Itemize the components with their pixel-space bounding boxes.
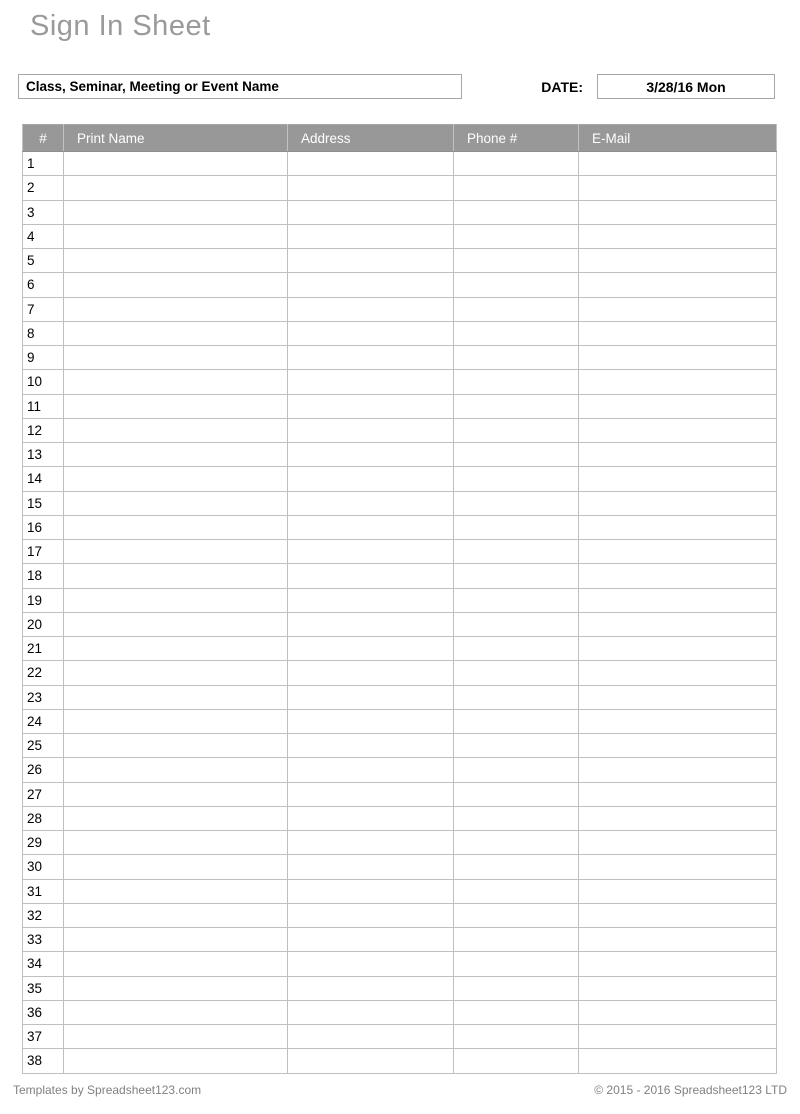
table-row <box>23 564 777 588</box>
address-cell[interactable] <box>288 273 454 297</box>
address-cell[interactable] <box>288 903 454 927</box>
address-cell[interactable] <box>288 1025 454 1049</box>
email-cell[interactable] <box>579 273 777 297</box>
table-row <box>23 443 777 467</box>
print-name-cell[interactable] <box>64 491 288 515</box>
table-row <box>23 394 777 418</box>
row-number-cell: 14 <box>23 467 64 491</box>
address-cell[interactable] <box>288 758 454 782</box>
address-cell[interactable] <box>288 321 454 345</box>
row-number-cell: 22 <box>23 661 64 685</box>
address-cell[interactable] <box>288 564 454 588</box>
table-row <box>23 467 777 491</box>
row-number-cell: 8 <box>23 321 64 345</box>
footer-copyright: © 2015 - 2016 Spreadsheet123 LTD <box>594 1083 787 1097</box>
table-row <box>23 855 777 879</box>
email-cell[interactable] <box>579 758 777 782</box>
address-cell[interactable] <box>288 588 454 612</box>
row-number-cell: 28 <box>23 806 64 830</box>
table-row <box>23 176 777 200</box>
print-name-cell[interactable] <box>64 394 288 418</box>
email-cell[interactable] <box>579 370 777 394</box>
header-row <box>23 125 777 152</box>
row-number-cell: 12 <box>23 418 64 442</box>
print-name-cell[interactable] <box>64 564 288 588</box>
address-cell[interactable] <box>288 928 454 952</box>
row-number-cell: 36 <box>23 1000 64 1024</box>
table-row <box>23 637 777 661</box>
phone-cell[interactable] <box>454 224 579 248</box>
print-name-cell[interactable] <box>64 467 288 491</box>
print-name-cell[interactable] <box>64 952 288 976</box>
address-cell[interactable] <box>288 734 454 758</box>
sign-in-table <box>22 124 777 1074</box>
page-title: Sign In Sheet <box>30 10 211 42</box>
email-cell[interactable] <box>579 879 777 903</box>
row-number-cell: 31 <box>23 879 64 903</box>
email-cell[interactable] <box>579 224 777 248</box>
phone-cell[interactable] <box>454 734 579 758</box>
email-cell[interactable] <box>579 928 777 952</box>
phone-cell[interactable] <box>454 806 579 830</box>
email-cell[interactable] <box>579 443 777 467</box>
print-name-cell[interactable] <box>64 612 288 636</box>
address-cell[interactable] <box>288 1000 454 1024</box>
print-name-cell[interactable] <box>64 661 288 685</box>
email-cell[interactable] <box>579 976 777 1000</box>
row-number-cell: 35 <box>23 976 64 1000</box>
email-cell[interactable] <box>579 685 777 709</box>
address-cell[interactable] <box>288 491 454 515</box>
print-name-cell[interactable] <box>64 346 288 370</box>
print-name-cell[interactable] <box>64 685 288 709</box>
phone-cell[interactable] <box>454 758 579 782</box>
address-cell[interactable] <box>288 782 454 806</box>
table-row <box>23 661 777 685</box>
email-cell[interactable] <box>579 418 777 442</box>
print-name-cell[interactable] <box>64 734 288 758</box>
email-cell[interactable] <box>579 564 777 588</box>
table-row <box>23 515 777 539</box>
address-cell[interactable] <box>288 976 454 1000</box>
date-field[interactable] <box>597 74 775 99</box>
row-number-cell: 10 <box>23 370 64 394</box>
phone-cell[interactable] <box>454 1000 579 1024</box>
print-name-cell[interactable] <box>64 928 288 952</box>
table-row <box>23 709 777 733</box>
email-cell[interactable] <box>579 200 777 224</box>
row-number-cell: 4 <box>23 224 64 248</box>
address-cell[interactable] <box>288 806 454 830</box>
table-row <box>23 758 777 782</box>
email-cell[interactable] <box>579 321 777 345</box>
print-name-cell[interactable] <box>64 806 288 830</box>
address-cell[interactable] <box>288 612 454 636</box>
print-name-cell[interactable] <box>64 176 288 200</box>
address-cell[interactable] <box>288 346 454 370</box>
print-name-cell[interactable] <box>64 758 288 782</box>
print-name-cell[interactable] <box>64 879 288 903</box>
phone-cell[interactable] <box>454 1025 579 1049</box>
row-number-cell: 18 <box>23 564 64 588</box>
row-number-cell: 16 <box>23 515 64 539</box>
print-name-cell[interactable] <box>64 321 288 345</box>
phone-cell[interactable] <box>454 249 579 273</box>
print-name-cell[interactable] <box>64 588 288 612</box>
email-cell[interactable] <box>579 661 777 685</box>
email-cell[interactable] <box>579 806 777 830</box>
column-header-phone: Phone # <box>454 125 579 152</box>
address-cell[interactable] <box>288 370 454 394</box>
address-cell[interactable] <box>288 249 454 273</box>
print-name-cell[interactable] <box>64 1049 288 1073</box>
table-row <box>23 540 777 564</box>
address-cell[interactable] <box>288 200 454 224</box>
email-cell[interactable] <box>579 491 777 515</box>
address-cell[interactable] <box>288 709 454 733</box>
email-cell[interactable] <box>579 1000 777 1024</box>
phone-cell[interactable] <box>454 928 579 952</box>
address-cell[interactable] <box>288 855 454 879</box>
phone-cell[interactable] <box>454 564 579 588</box>
phone-cell[interactable] <box>454 297 579 321</box>
phone-cell[interactable] <box>454 394 579 418</box>
email-cell[interactable] <box>579 249 777 273</box>
row-number-cell: 7 <box>23 297 64 321</box>
row-number-cell: 15 <box>23 491 64 515</box>
print-name-cell[interactable] <box>64 903 288 927</box>
row-number-cell: 1 <box>23 152 64 176</box>
footer-credit-left: Templates by Spreadsheet123.com <box>13 1083 202 1097</box>
address-cell[interactable] <box>288 467 454 491</box>
email-cell[interactable] <box>579 394 777 418</box>
email-cell[interactable] <box>579 1025 777 1049</box>
phone-cell[interactable] <box>454 540 579 564</box>
address-cell[interactable] <box>288 394 454 418</box>
row-number-cell: 23 <box>23 685 64 709</box>
row-number-cell: 19 <box>23 588 64 612</box>
print-name-cell[interactable] <box>64 224 288 248</box>
row-number-cell: 29 <box>23 831 64 855</box>
row-number-cell: 26 <box>23 758 64 782</box>
column-header-email: E-Mail <box>579 125 777 152</box>
table-row <box>23 903 777 927</box>
print-name-cell[interactable] <box>64 249 288 273</box>
event-name-value: Class, Seminar, Meeting or Event Name <box>26 79 279 94</box>
print-name-cell[interactable] <box>64 273 288 297</box>
phone-cell[interactable] <box>454 637 579 661</box>
row-number-cell: 38 <box>23 1049 64 1073</box>
email-cell[interactable] <box>579 176 777 200</box>
table-row <box>23 782 777 806</box>
row-number-cell: 37 <box>23 1025 64 1049</box>
phone-cell[interactable] <box>454 661 579 685</box>
phone-cell[interactable] <box>454 952 579 976</box>
email-cell[interactable] <box>579 903 777 927</box>
address-cell[interactable] <box>288 685 454 709</box>
phone-cell[interactable] <box>454 855 579 879</box>
row-number-cell: 27 <box>23 782 64 806</box>
table-row <box>23 734 777 758</box>
email-cell[interactable] <box>579 952 777 976</box>
table-row <box>23 224 777 248</box>
phone-cell[interactable] <box>454 515 579 539</box>
table-row <box>23 249 777 273</box>
row-number-cell: 13 <box>23 443 64 467</box>
column-header-address: Address <box>288 125 454 152</box>
table-row <box>23 152 777 176</box>
address-cell[interactable] <box>288 879 454 903</box>
phone-cell[interactable] <box>454 903 579 927</box>
row-number-cell: 5 <box>23 249 64 273</box>
table-row <box>23 297 777 321</box>
print-name-cell[interactable] <box>64 152 288 176</box>
phone-cell[interactable] <box>454 370 579 394</box>
email-cell[interactable] <box>579 152 777 176</box>
table-row <box>23 346 777 370</box>
table-row <box>23 273 777 297</box>
table-row <box>23 370 777 394</box>
email-cell[interactable] <box>579 709 777 733</box>
row-number-cell: 17 <box>23 540 64 564</box>
address-cell[interactable] <box>288 637 454 661</box>
table-row <box>23 831 777 855</box>
phone-cell[interactable] <box>454 831 579 855</box>
phone-cell[interactable] <box>454 346 579 370</box>
email-cell[interactable] <box>579 1049 777 1073</box>
phone-cell[interactable] <box>454 491 579 515</box>
table-row <box>23 928 777 952</box>
phone-cell[interactable] <box>454 879 579 903</box>
date-value: 3/28/16 Mon <box>646 78 726 95</box>
print-name-cell[interactable] <box>64 1000 288 1024</box>
address-cell[interactable] <box>288 224 454 248</box>
print-name-cell[interactable] <box>64 418 288 442</box>
address-cell[interactable] <box>288 418 454 442</box>
phone-cell[interactable] <box>454 443 579 467</box>
print-name-cell[interactable] <box>64 709 288 733</box>
phone-cell[interactable] <box>454 467 579 491</box>
table-row <box>23 418 777 442</box>
print-name-cell[interactable] <box>64 515 288 539</box>
table-row <box>23 1000 777 1024</box>
phone-cell[interactable] <box>454 588 579 612</box>
print-name-cell[interactable] <box>64 443 288 467</box>
row-number-cell: 32 <box>23 903 64 927</box>
table-row <box>23 879 777 903</box>
table-row <box>23 952 777 976</box>
table-row <box>23 321 777 345</box>
email-cell[interactable] <box>579 734 777 758</box>
print-name-cell[interactable] <box>64 297 288 321</box>
address-cell[interactable] <box>288 152 454 176</box>
address-cell[interactable] <box>288 952 454 976</box>
phone-cell[interactable] <box>454 176 579 200</box>
phone-cell[interactable] <box>454 273 579 297</box>
address-cell[interactable] <box>288 176 454 200</box>
phone-cell[interactable] <box>454 612 579 636</box>
table-row <box>23 612 777 636</box>
row-number-cell: 34 <box>23 952 64 976</box>
email-cell[interactable] <box>579 782 777 806</box>
row-number-cell: 21 <box>23 637 64 661</box>
email-cell[interactable] <box>579 831 777 855</box>
phone-cell[interactable] <box>454 321 579 345</box>
table-row <box>23 588 777 612</box>
email-cell[interactable] <box>579 855 777 879</box>
row-number-cell: 30 <box>23 855 64 879</box>
address-cell[interactable] <box>288 443 454 467</box>
row-number-cell: 11 <box>23 394 64 418</box>
row-number-cell: 33 <box>23 928 64 952</box>
email-cell[interactable] <box>579 467 777 491</box>
table-row <box>23 806 777 830</box>
row-number-cell: 20 <box>23 612 64 636</box>
email-cell[interactable] <box>579 637 777 661</box>
email-cell[interactable] <box>579 297 777 321</box>
row-number-cell: 24 <box>23 709 64 733</box>
print-name-cell[interactable] <box>64 831 288 855</box>
address-cell[interactable] <box>288 831 454 855</box>
table-row <box>23 976 777 1000</box>
address-cell[interactable] <box>288 297 454 321</box>
table-row <box>23 491 777 515</box>
date-label: DATE: <box>541 78 583 95</box>
print-name-cell[interactable] <box>64 200 288 224</box>
phone-cell[interactable] <box>454 976 579 1000</box>
table-row <box>23 1025 777 1049</box>
phone-cell[interactable] <box>454 418 579 442</box>
row-number-cell: 6 <box>23 273 64 297</box>
row-number-cell: 2 <box>23 176 64 200</box>
address-cell[interactable] <box>288 661 454 685</box>
column-header-number: # <box>23 125 64 152</box>
event-name-field[interactable] <box>18 74 462 99</box>
print-name-cell[interactable] <box>64 855 288 879</box>
print-name-cell[interactable] <box>64 637 288 661</box>
print-name-cell[interactable] <box>64 976 288 1000</box>
row-number-cell: 3 <box>23 200 64 224</box>
email-cell[interactable] <box>579 540 777 564</box>
email-cell[interactable] <box>579 346 777 370</box>
address-cell[interactable] <box>288 540 454 564</box>
phone-cell[interactable] <box>454 152 579 176</box>
sheet-table-body <box>23 152 777 1074</box>
column-header-print-name: Print Name <box>64 125 288 152</box>
phone-cell[interactable] <box>454 782 579 806</box>
phone-cell[interactable] <box>454 1049 579 1073</box>
email-cell[interactable] <box>579 588 777 612</box>
email-cell[interactable] <box>579 612 777 636</box>
phone-cell[interactable] <box>454 200 579 224</box>
phone-cell[interactable] <box>454 709 579 733</box>
table-row <box>23 685 777 709</box>
print-name-cell[interactable] <box>64 540 288 564</box>
address-cell[interactable] <box>288 515 454 539</box>
print-name-cell[interactable] <box>64 370 288 394</box>
row-number-cell: 9 <box>23 346 64 370</box>
table-header <box>23 125 777 152</box>
email-cell[interactable] <box>579 515 777 539</box>
print-name-cell[interactable] <box>64 1025 288 1049</box>
row-number-cell: 25 <box>23 734 64 758</box>
table-row <box>23 1049 777 1073</box>
address-cell[interactable] <box>288 1049 454 1073</box>
table-row <box>23 200 777 224</box>
phone-cell[interactable] <box>454 685 579 709</box>
print-name-cell[interactable] <box>64 782 288 806</box>
